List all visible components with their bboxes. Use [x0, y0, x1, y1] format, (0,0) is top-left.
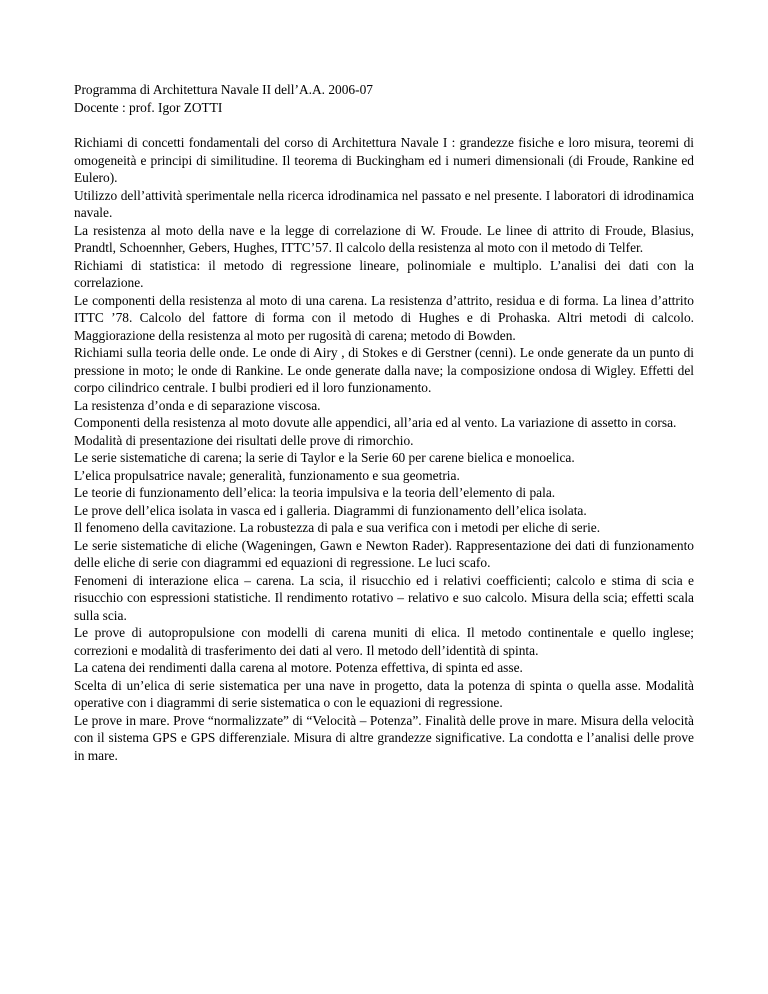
- document-page: [74, 81, 694, 764]
- paragraph: Fenomeni di interazione elica – carena. La scia, il risucchio ed i relativi coefficienti; calcolo e stima di scia e risucchio con espressioni statistiche. Il rendimento rotativo – relativo e suo calcolo. Misura della scia; effetti scala sulla scia.: [74, 572, 694, 623]
- paragraph: Le serie sistematiche di carena; la serie di Taylor e la Serie 60 per carene bielica e monoelica.: [74, 450, 575, 465]
- paragraph: La resistenza d’onda e di separazione viscosa.: [74, 397, 321, 413]
- paragraph: La catena dei rendimenti dalla carena al motore. Potenza effettiva, di spinta ed asse.: [74, 660, 523, 675]
- paragraph: Richiami di statistica: il metodo di regressione lineare, polinomiale e multiplo. L’analisi dei dati con la correlazione.: [74, 257, 694, 290]
- paragraph: Richiami sulla teoria delle onde. Le onde di Airy , di Stokes e di Gerstner (cenni). Le onde generate da un punto di pressione in moto; le onde di Rankine. Le onde generate dalla nave; la composizione ondosa di Wigley. Effetti del corpo cilindrico centrale. I bulbi prodieri ed il loro funzionamento.: [74, 345, 694, 395]
- paragraph: Richiami di concetti fondamentali del corso di Architettura Navale I : grandezze fisiche e loro misura, teoremi di omogeneità e principi di similitudine. Il teorema di Buckingham ed i numeri dimensionali (di Froude, Rankine ed Eulero).: [74, 135, 694, 185]
- paragraph: Componenti della resistenza al moto dovute alle appendici, all’aria ed al vento. La variazione di assetto in corsa.: [74, 415, 677, 430]
- paragraph: Le componenti della resistenza al moto di una carena. La resistenza d’attrito, residua e di forma. La linea d’attrito ITTC ’78. Calcolo del fattore di forma con il metodo di Hughes e di Prohaska. Altri metodi di calcolo. Maggiorazione della resistenza al moto per rugosità di carena; metodo di Bowden.: [74, 292, 694, 343]
- paragraph: Il fenomeno della cavitazione. La robustezza di pala e sua verifica con i metodi per eliche di serie.: [74, 520, 601, 535]
- paragraph: Le prove in mare. Prove “normalizzate” di “Velocità – Potenza”. Finalità delle prove in mare. Misura della velocità con il sistema GPS e GPS differenziale. Misura di altre grandezze significative. La condotta e l’analisi delle prove in mare.: [74, 712, 694, 763]
- document-body: [74, 134, 694, 764]
- paragraph: Utilizzo dell’attività sperimentale nella ricerca idrodinamica nel passato e nel presente. I laboratori di idrodinamica navale.: [74, 187, 694, 220]
- paragraph: Le serie sistematiche di eliche (Wageningen, Gawn e Newton Rader). Rappresentazione dei dati di funzionamento delle eliche di serie con diagrammi ed equazioni di regressione. Le luci scafo.: [74, 537, 694, 570]
- paragraph: Le prove dell’elica isolata in vasca ed i galleria. Diagrammi di funzionamento dell’elica isolata.: [74, 502, 587, 518]
- document-header: [74, 81, 694, 116]
- document-title: Programma di Architettura Navale II dell’A.A. 2006-07: [74, 82, 373, 97]
- paragraph: Le prove di autopropulsione con modelli di carena muniti di elica. Il metodo continentale e quello inglese; correzioni e modalità di trasferimento dei dati al vero. Il metodo dell’identità di spinta.: [74, 625, 694, 658]
- paragraph: Modalità di presentazione dei risultati delle prove di rimorchio.: [74, 432, 414, 448]
- teacher-line: Docente : prof. Igor ZOTTI: [74, 99, 223, 115]
- paragraph: La resistenza al moto della nave e la legge di correlazione di W. Froude. Le linee di attrito di Froude, Blasius, Prandtl, Schoennher, Gebers, Hughes, ITTC’57. Il calcolo della resistenza al moto con il metodo di Telfer.: [74, 222, 694, 255]
- paragraph: L’elica propulsatrice navale; generalità, funzionamento e sua geometria.: [74, 467, 460, 483]
- paragraph: Scelta di un’elica di serie sistematica per una nave in progetto, data la potenza di spinta o quella asse. Modalità operative con i diagrammi di serie sistematica o con le equazioni di regressione.: [74, 677, 694, 710]
- paragraph: Le teorie di funzionamento dell’elica: la teoria impulsiva e la teoria dell’elemento di pala.: [74, 485, 556, 500]
